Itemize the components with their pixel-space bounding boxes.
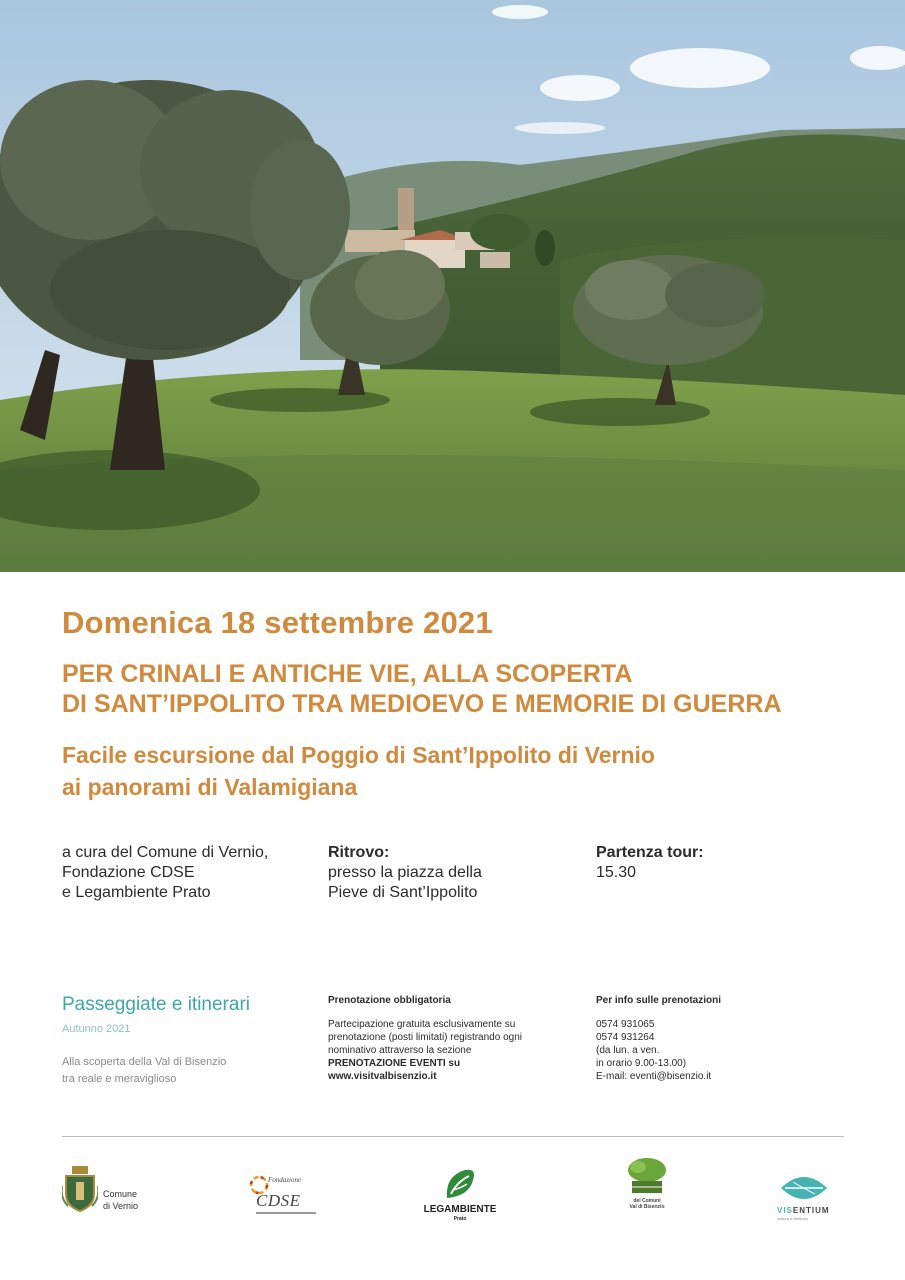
- meeting-label: Ritrovo:: [328, 844, 390, 861]
- visentium-sub: cultura e territorio: [777, 1216, 809, 1221]
- comuni-label: [626, 1198, 668, 1210]
- vernio-line-1: Comune: [103, 1189, 138, 1199]
- tree-emblem-icon: [626, 1157, 668, 1195]
- hero-landscape-photo: [0, 0, 905, 572]
- organizers-line-3: e Legambiente Prato: [62, 884, 211, 901]
- booking-website-link[interactable]: www.visitvalbisenzio.it: [328, 1071, 437, 1082]
- info-email[interactable]: E-mail: eventi@bisenzio.it: [596, 1071, 712, 1082]
- visentium-name: [777, 1206, 847, 1215]
- event-subtitle: [62, 739, 655, 803]
- series-season: Autunno 2021: [62, 1023, 131, 1035]
- info-body: [596, 1018, 796, 1083]
- visentium-logo: [777, 1172, 847, 1221]
- cdse-name: CDSE: [256, 1191, 301, 1210]
- legambiente-logo: [420, 1168, 500, 1224]
- cdse-small-label: Fondazione: [268, 1176, 302, 1184]
- comuni-val-di-bisenzio-logo: [626, 1157, 668, 1221]
- meeting-point-block: [328, 843, 548, 903]
- meeting-line-1: presso la piazza della: [328, 864, 482, 881]
- comuni-line-1: dei Comuni: [633, 1198, 661, 1204]
- event-title-line-2: DI SANT’IPPOLITO TRA MEDIOEVO E MEMORIE DI GUERRA: [62, 690, 782, 718]
- event-title: [62, 659, 782, 719]
- departure-block: [596, 843, 816, 883]
- olive-grove-scene: [0, 0, 905, 572]
- organizers-line-2: Fondazione CDSE: [62, 864, 195, 881]
- info-hours-1: (da lun. a ven.: [596, 1045, 660, 1056]
- event-subtitle-line-2: ai panorami di Valamigiana: [62, 774, 358, 800]
- info-hours-2: in orario 9.00-13.00): [596, 1058, 687, 1069]
- organizers-block: [62, 843, 302, 903]
- series-desc-line-1: Alla scoperta della Val di Bisenzio: [62, 1056, 227, 1068]
- event-subtitle-line-1: Facile escursione dal Poggio di Sant’Ippolito di Vernio: [62, 742, 655, 768]
- event-title-line-1: PER CRINALI E ANTICHE VIE, ALLA SCOPERTA: [62, 660, 633, 688]
- visentium-leaf-icon: [779, 1172, 829, 1204]
- booking-line-4: PRENOTAZIONE EVENTI su: [328, 1058, 461, 1069]
- event-date: Domenica 18 settembre 2021: [62, 605, 493, 640]
- cdse-underline: [256, 1212, 316, 1214]
- booking-line-1: Partecipazione gratuita esclusivamente su: [328, 1019, 516, 1030]
- info-phone-1[interactable]: 0574 931065: [596, 1019, 655, 1030]
- vernio-line-2: di Vernio: [103, 1201, 139, 1211]
- booking-body: [328, 1018, 558, 1083]
- booking-heading: Prenotazione obbligatoria: [328, 995, 451, 1006]
- legambiente-name: LEGAMBIENTE: [423, 1204, 497, 1215]
- info-phone-2[interactable]: 0574 931264: [596, 1032, 655, 1043]
- comuni-line-2: Val di Bisenzio: [629, 1204, 665, 1210]
- legambiente-leaf-icon: [443, 1168, 477, 1200]
- visentium-name-b: ENTIUM: [792, 1206, 830, 1215]
- legambiente-sub: Prato: [453, 1216, 467, 1222]
- booking-line-2: prenotazione (posti limitati) registrando ogni: [328, 1032, 522, 1043]
- departure-label: Partenza tour:: [596, 844, 704, 861]
- info-heading: Per info sulle prenotazioni: [596, 995, 722, 1006]
- coat-of-arms-icon: [62, 1166, 98, 1212]
- fondazione-cdse-logo: [248, 1174, 318, 1220]
- divider: [62, 1136, 844, 1137]
- departure-time: 15.30: [596, 864, 637, 881]
- series-title: Passeggiate e itinerari: [62, 994, 250, 1015]
- booking-line-3: nominativo attraverso la sezione: [328, 1045, 472, 1056]
- meeting-line-2: Pieve di Sant’Ippolito: [328, 884, 478, 901]
- visentium-name-a: VIS: [777, 1206, 793, 1215]
- series-description: [62, 1054, 282, 1088]
- organizers-line-1: a cura del Comune di Vernio,: [62, 844, 269, 861]
- comune-di-vernio-logo: [62, 1166, 152, 1216]
- series-desc-line-2: tra reale e meraviglioso: [62, 1073, 177, 1085]
